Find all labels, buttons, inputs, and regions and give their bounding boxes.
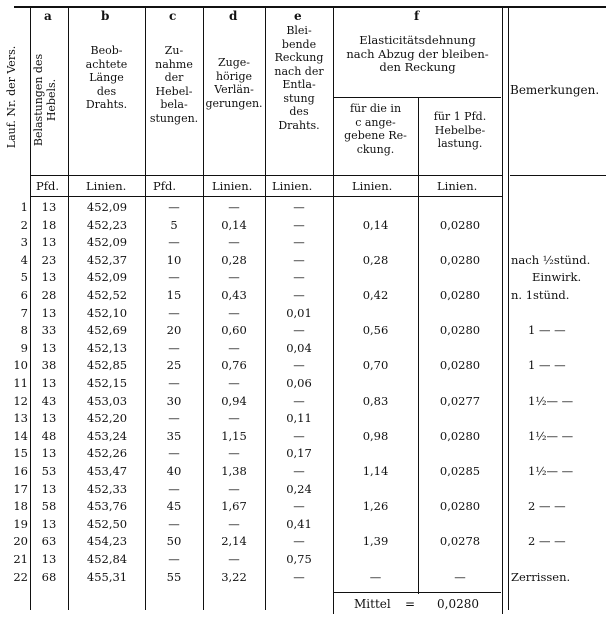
cell-a: 68 [41, 569, 57, 584]
cell-d: 0,60 [221, 323, 247, 338]
cell-b: 453,24 [86, 428, 128, 443]
cell-e: — [293, 569, 305, 584]
unit-f2: Linien. [437, 179, 478, 193]
cell-a: 43 [41, 393, 57, 408]
col-letter-a: a [44, 9, 52, 23]
cell-nr: 20 [13, 534, 28, 549]
cell-c: 10 [166, 252, 182, 267]
cell-a: 13 [41, 411, 57, 426]
cell-remark: 1½— — [528, 464, 574, 478]
cell-c: — [168, 516, 180, 531]
cell-c: 20 [166, 323, 182, 338]
cell-nr: 9 [20, 340, 28, 355]
cell-b: 452,50 [86, 516, 128, 531]
cell-b: 452,37 [86, 252, 128, 267]
cell-a: 38 [41, 358, 57, 373]
header-c-line1: Zu- [164, 44, 184, 57]
cell-nr: 22 [13, 569, 28, 584]
cell-b: 452,20 [86, 411, 128, 426]
cell-b: 452,15 [86, 376, 128, 390]
header-e-line8: Drahts. [278, 118, 320, 132]
header-e-line7: des [289, 105, 309, 118]
header-f-line2: nach Abzug der bleiben- [346, 46, 489, 61]
subheader-rule [333, 97, 501, 98]
cell-e: 0,01 [286, 305, 312, 320]
cell-e: 0,41 [286, 516, 312, 531]
cell-f1: 0,14 [362, 217, 389, 232]
cell-remark: 1½— — [528, 428, 574, 443]
header-f-sub1 [333, 102, 418, 156]
remarks-header-rule [510, 175, 606, 176]
col-letter-d: d [229, 9, 238, 23]
cell-nr: 15 [13, 446, 28, 461]
cell-remark: 1½— — [528, 393, 574, 408]
cell-remark: 2 — — [528, 534, 566, 549]
header-laufende-nummer: Lauf. Nr. der Vers. [5, 45, 18, 149]
cell-a: 23 [41, 252, 57, 267]
top-rule [14, 6, 606, 8]
unit-d: Linien. [212, 179, 253, 193]
cell-b: 453,47 [86, 464, 128, 478]
cell-c: 50 [166, 534, 182, 549]
cell-nr: 17 [13, 481, 28, 496]
cell-remark: 1 — — [528, 323, 566, 338]
cell-d: 0,28 [221, 252, 247, 267]
cell-b: 454,23 [86, 534, 128, 549]
header-f-line3: den Reckung [379, 60, 456, 74]
mittel-label: Mittel [354, 597, 391, 611]
cell-e: 0,04 [286, 340, 312, 355]
cell-nr: 2 [20, 217, 28, 232]
cell-d: 0,76 [221, 358, 247, 373]
cell-c: — [168, 446, 180, 461]
cell-f2: 0,0280 [439, 428, 481, 443]
cell-c: 55 [166, 569, 182, 584]
cell-b: 452,09 [86, 270, 128, 285]
cell-a: 53 [41, 464, 57, 478]
cell-a: 13 [41, 200, 57, 214]
cell-c: 5 [170, 217, 178, 232]
cell-e: — [293, 428, 305, 443]
cell-e: — [293, 200, 305, 214]
cell-c: 25 [166, 358, 182, 373]
cell-remark: nach ½stünd. [511, 252, 591, 267]
cell-a: 13 [41, 376, 57, 390]
header-belastungen-line1: Belastungen des [32, 53, 45, 147]
header-bottom-rule [30, 175, 502, 176]
cell-e: — [293, 235, 305, 250]
cell-d: 1,67 [221, 499, 247, 514]
cell-d: 3,22 [221, 569, 247, 584]
cell-a: 33 [41, 323, 57, 338]
cell-a: 58 [41, 499, 57, 514]
header-c-line2: nahme [155, 57, 193, 71]
header-b-line4: des [96, 84, 117, 98]
cell-e: 0,17 [286, 446, 312, 461]
header-f1-line4: ckung. [356, 142, 395, 156]
cell-d: 0,43 [221, 288, 247, 302]
header-d-line1: Zuge- [218, 56, 250, 69]
cell-e: 0,11 [286, 411, 312, 426]
header-f2-line2: Hebelbe- [434, 123, 486, 137]
header-b-line5: Drahts. [85, 98, 128, 111]
header-d-line2: hörige [215, 69, 253, 83]
cell-e: 0,24 [286, 481, 312, 496]
mittel-top-rule [333, 592, 501, 593]
cell-a: 13 [41, 481, 57, 496]
cell-a: 63 [41, 534, 57, 549]
header-f1-line3: gebene Re- [344, 129, 407, 142]
cell-e: — [293, 252, 305, 267]
cell-f1: 0,83 [362, 393, 389, 408]
cell-e: — [293, 217, 305, 232]
cell-f1: — [369, 569, 382, 584]
cell-nr: 3 [20, 235, 28, 250]
cell-c: 30 [166, 393, 182, 408]
cell-a: 13 [41, 446, 57, 461]
cell-e: — [293, 358, 305, 373]
cell-b: 452,13 [86, 340, 128, 355]
header-e-line4: nach der [274, 64, 324, 78]
header-f-line1: Elasticitätsdehnung [359, 33, 476, 47]
col-rule-9 [508, 8, 509, 610]
cell-nr: 16 [13, 464, 28, 478]
col-rule-7 [418, 98, 419, 594]
cell-d: — [228, 305, 240, 320]
cell-f2: 0,0280 [439, 499, 481, 514]
cell-nr: 14 [13, 428, 28, 443]
cell-remark: Zerrissen. [511, 569, 571, 584]
header-elasticitaet [333, 34, 502, 75]
cell-b: 452,26 [86, 446, 128, 461]
cell-c: 45 [166, 499, 182, 514]
mittel-value: 0,0280 [437, 597, 479, 611]
cell-nr: 18 [13, 499, 28, 514]
cell-a: 13 [41, 270, 57, 285]
cell-e: — [293, 323, 305, 338]
cell-f1: 0,70 [362, 358, 389, 373]
cell-e: — [293, 534, 305, 549]
cell-f2: 0,0285 [439, 464, 481, 478]
cell-d: — [228, 376, 240, 390]
header-b-line3: Länge [89, 71, 124, 84]
cell-nr: 4 [20, 252, 28, 267]
col-letter-b: b [101, 9, 110, 23]
cell-nr: 10 [13, 358, 28, 373]
cell-remark: Einwirk. [532, 270, 582, 285]
cell-d: 2,14 [221, 534, 247, 549]
cell-f2: 0,0280 [439, 217, 481, 232]
cell-c: — [168, 376, 180, 390]
cell-a: 13 [41, 235, 57, 250]
cell-c: — [168, 411, 180, 426]
cell-b: 452,10 [86, 305, 128, 320]
cell-c: — [168, 235, 180, 250]
cell-a: 48 [41, 428, 57, 443]
cell-b: 453,03 [86, 393, 128, 408]
cell-a: 13 [41, 305, 57, 320]
col-rule-8 [502, 8, 503, 614]
cell-a: 28 [41, 288, 57, 302]
cell-f2: 0,0280 [439, 288, 481, 302]
header-bemerkungen: Bemerkungen. [510, 83, 600, 97]
cell-nr: 19 [13, 516, 28, 531]
header-d-line4: gerungen. [205, 96, 263, 110]
cell-f1: 1,26 [362, 499, 389, 514]
cell-b: 452,09 [86, 200, 128, 214]
header-c-line4: Hebel- [155, 84, 193, 98]
cell-b: 452,84 [86, 552, 128, 566]
header-e-line3: Reckung [274, 51, 324, 64]
header-c-line5: bela- [160, 98, 188, 111]
cell-c: — [168, 340, 180, 355]
cell-nr: 12 [13, 393, 28, 408]
cell-d: — [228, 446, 240, 461]
cell-b: 455,31 [86, 569, 128, 584]
header-f1-line2: c ange- [355, 115, 396, 129]
cell-d: — [228, 411, 240, 426]
cell-b: 452,23 [86, 217, 128, 232]
cell-f2: 0,0277 [439, 393, 481, 408]
header-e-line5: Entla- [282, 78, 316, 91]
cell-d: — [228, 235, 240, 250]
header-beobachtete-laenge [68, 44, 145, 112]
cell-a: 13 [41, 516, 57, 531]
header-belastungen-line2: Hebels. [45, 78, 58, 122]
header-zunahme [145, 44, 203, 125]
cell-f1: 1,14 [362, 464, 389, 478]
cell-nr: 11 [13, 376, 28, 390]
col-rule-1 [30, 8, 31, 610]
cell-d: 0,94 [221, 393, 247, 408]
header-c-line3: der [164, 71, 184, 84]
col-letter-f: f [414, 9, 420, 23]
header-b-line1: Beob- [90, 44, 123, 57]
unit-c: Pfd. [153, 179, 177, 193]
cell-c: — [168, 200, 180, 214]
cell-c: — [168, 305, 180, 320]
cell-d: — [228, 516, 240, 531]
cell-f2: 0,0278 [439, 534, 481, 549]
cell-d: 1,15 [221, 428, 247, 443]
unit-b: Linien. [86, 179, 127, 193]
cell-b: 452,33 [86, 481, 128, 496]
cell-remark: 2 — — [528, 499, 566, 514]
cell-nr: 21 [13, 552, 28, 566]
cell-f2: 0,0280 [439, 252, 481, 267]
cell-c: 35 [166, 428, 182, 443]
cell-e: 0,75 [286, 552, 312, 566]
header-f-sub2 [418, 110, 502, 151]
cell-d: — [228, 340, 240, 355]
cell-nr: 13 [13, 411, 28, 426]
cell-nr: 5 [20, 270, 28, 285]
mittel-equals: = [405, 597, 416, 611]
cell-d: — [228, 552, 240, 566]
cell-d: — [228, 270, 240, 285]
cell-a: 13 [41, 552, 57, 566]
unit-e: Linien. [272, 179, 313, 193]
cell-e: — [293, 393, 305, 408]
cell-c: — [168, 552, 180, 566]
cell-remark: 1 — — [528, 358, 566, 373]
units-bottom-rule [30, 196, 502, 197]
cell-f2: — [454, 569, 466, 584]
unit-f1: Linien. [352, 179, 393, 193]
cell-e: — [293, 288, 305, 302]
header-f1-line1: für die in [349, 102, 402, 115]
cell-c: — [168, 270, 180, 285]
cell-d: 1,38 [221, 464, 247, 478]
cell-remark: n. 1stünd. [511, 288, 570, 302]
cell-c: 15 [166, 288, 182, 302]
cell-f1: 0,42 [362, 288, 389, 302]
cell-nr: 7 [20, 305, 28, 320]
col-letter-e: e [294, 9, 302, 23]
header-bleibende-reckung [265, 24, 333, 132]
cell-e: — [293, 464, 305, 478]
header-e-line1: Blei- [286, 24, 312, 37]
cell-nr: 1 [20, 200, 28, 214]
cell-b: 452,69 [86, 323, 128, 338]
cell-f2: 0,0280 [439, 323, 481, 338]
header-f2-line1: für 1 Pfd. [433, 110, 487, 123]
cell-b: 452,52 [86, 288, 128, 302]
cell-b: 452,09 [86, 235, 128, 250]
cell-b: 452,85 [86, 358, 128, 373]
cell-c: 40 [166, 464, 182, 478]
cell-nr: 6 [20, 288, 28, 302]
cell-f1: 1,39 [362, 534, 389, 549]
cell-a: 13 [41, 340, 57, 355]
col-rule-6 [333, 8, 334, 614]
header-belastungen [32, 35, 58, 165]
cell-b: 453,76 [86, 499, 128, 514]
cell-f1: 0,28 [362, 252, 389, 267]
cell-e: — [293, 270, 305, 285]
cell-d: — [228, 481, 240, 496]
header-e-line2: bende [281, 37, 317, 51]
header-d-line3: Verlän- [214, 83, 254, 96]
unit-a: Pfd. [36, 179, 60, 193]
header-e-line6: stung [283, 91, 315, 105]
header-b-line2: achtete [85, 57, 128, 71]
cell-c: — [168, 481, 180, 496]
cell-d: 0,14 [221, 217, 247, 232]
cell-e: — [293, 499, 305, 514]
col-letter-c: c [169, 9, 177, 23]
cell-e: 0,06 [286, 376, 312, 390]
cell-f1: 0,98 [362, 428, 389, 443]
cell-f1: 0,56 [362, 323, 389, 338]
cell-a: 18 [41, 217, 57, 232]
header-verlaengerungen [203, 56, 265, 110]
header-f2-line3: lastung. [437, 137, 483, 150]
cell-nr: 8 [20, 323, 28, 338]
header-c-line6: stungen. [149, 111, 199, 125]
cell-f2: 0,0280 [439, 358, 481, 373]
cell-d: — [228, 200, 240, 214]
